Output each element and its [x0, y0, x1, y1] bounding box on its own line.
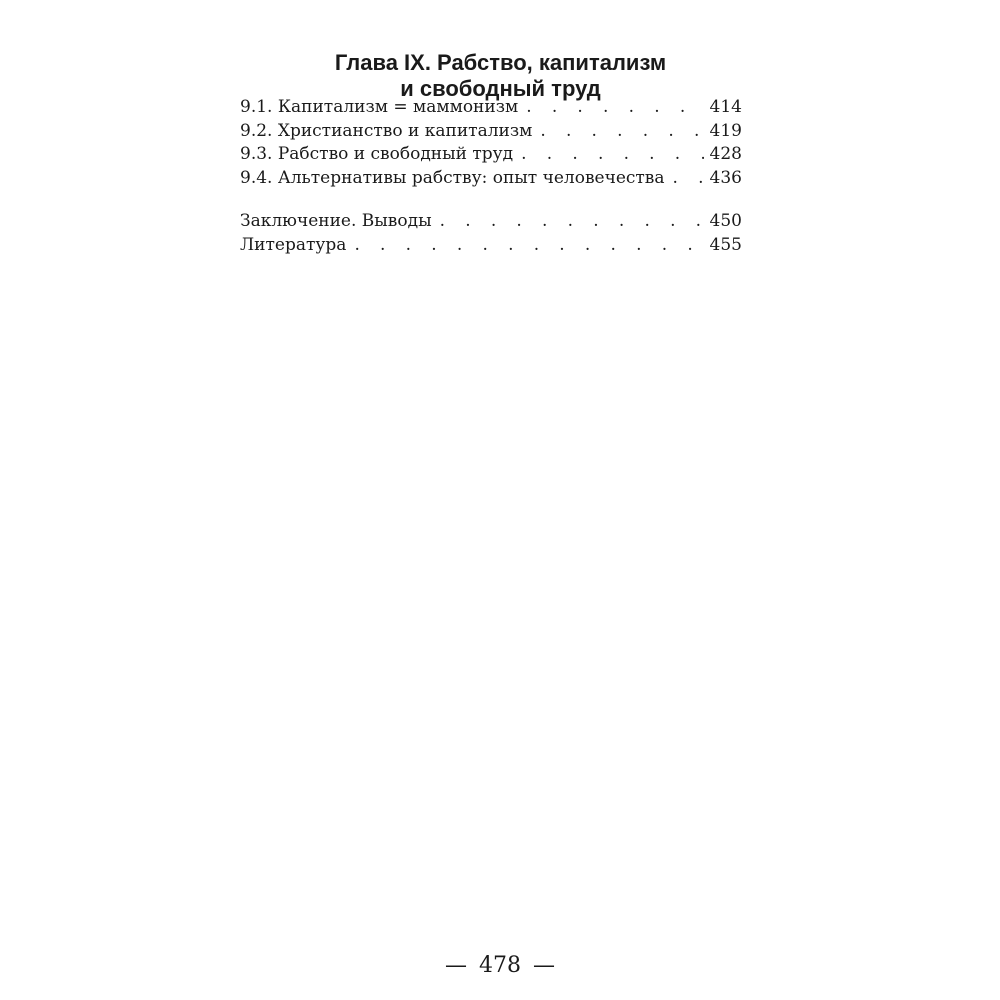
- toc-entry-9-2: [240, 120, 742, 144]
- toc-entry-label: Литература: [240, 234, 347, 255]
- dot-leader: [354, 234, 703, 258]
- dot-leader: [526, 96, 703, 120]
- dot-leader: [521, 143, 703, 167]
- toc-entry-page: 419: [709, 120, 742, 141]
- dot-leader: [540, 120, 703, 144]
- toc-entry-page: 455: [709, 234, 742, 255]
- page-number: 478: [479, 953, 521, 978]
- toc-entry-9-4: [240, 167, 742, 191]
- table-of-contents: [240, 96, 742, 257]
- toc-entry-label: 9.3. Рабство и свободный труд: [240, 144, 514, 164]
- toc-entry-label: 9.4. Альтернативы рабству: опыт человечества: [240, 167, 665, 188]
- toc-entry-label: Заключение. Выводы: [240, 211, 432, 231]
- toc-entry-label: 9.1. Капитализм = маммонизм: [240, 97, 519, 117]
- dot-leader: [440, 210, 704, 234]
- chapter-title-line-2: и свободный труд: [400, 76, 601, 101]
- toc-entry-literature: [240, 234, 742, 258]
- toc-entry-9-1: [240, 96, 742, 120]
- toc-entry-page: 436: [709, 167, 742, 188]
- chapter-title: [240, 50, 761, 102]
- toc-entry-page: 428: [709, 144, 742, 164]
- dot-leader: [673, 167, 704, 191]
- toc-entry-page: 450: [709, 211, 742, 231]
- toc-entry-label: 9.2. Христианство и капитализм: [240, 120, 533, 141]
- page-number-footer: [0, 952, 1000, 980]
- folio-dash-left: —: [445, 953, 467, 978]
- toc-entry-page: 414: [709, 97, 742, 117]
- chapter-title-line-1: Глава IX. Рабство, капитализм: [334, 50, 667, 75]
- toc-entry-conclusion: [240, 210, 742, 234]
- folio-dash-right: —: [533, 953, 555, 978]
- toc-entry-9-3: [240, 143, 742, 167]
